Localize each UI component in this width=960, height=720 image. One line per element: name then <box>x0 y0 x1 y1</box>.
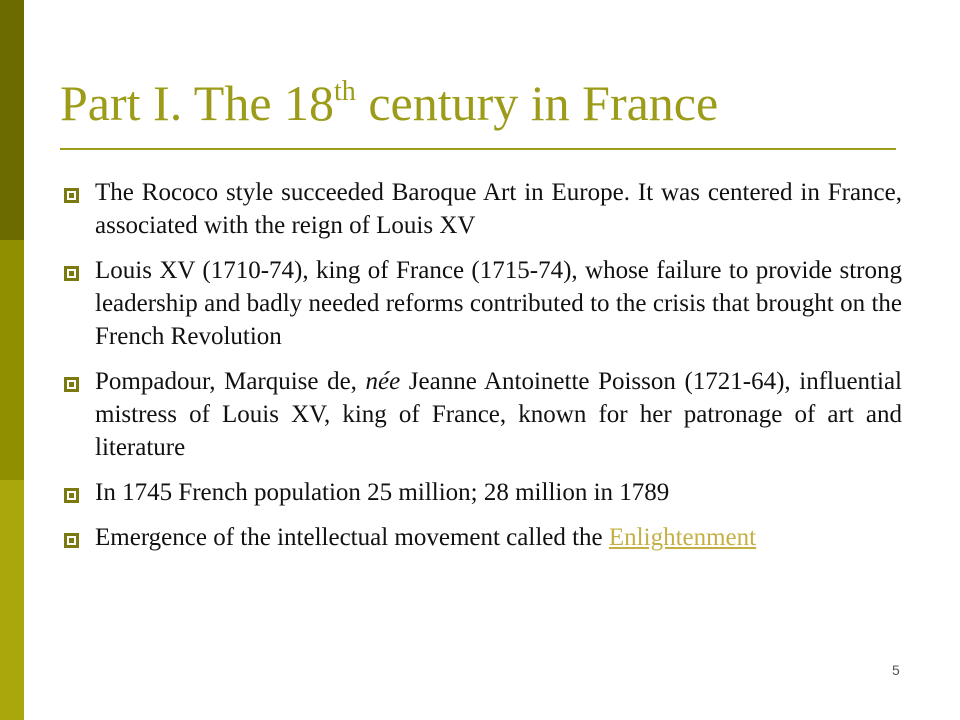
square-bullet-icon <box>64 266 79 281</box>
square-bullet-icon <box>64 377 79 392</box>
square-bullet-icon <box>64 188 79 203</box>
bullet-item <box>60 254 902 353</box>
title-divider <box>60 148 896 150</box>
sidebar-stripe-top <box>0 0 24 240</box>
sidebar-stripe-middle <box>0 240 24 480</box>
slide-number: 5 <box>892 662 900 678</box>
enlightenment-link[interactable]: Enlightenment <box>608 524 757 551</box>
bullet-item <box>60 365 902 464</box>
bullet-text: Louis XV (1710-74), king of France (1715-74), whose failure to provide strong leadership and badly needed reforms contributed to the crisis that brought on the French Revolution <box>95 257 902 350</box>
bullet-item <box>60 476 902 509</box>
bullet-item <box>60 176 902 242</box>
slide-title <box>60 75 719 131</box>
title-main: Part I. The 18 <box>60 75 335 131</box>
square-bullet-icon <box>64 488 79 503</box>
bullet-text: In 1745 French population 25 million; 28 million in 1789 <box>95 479 670 506</box>
bullet-text-start: Pompadour, Marquise de, <box>95 368 366 395</box>
title-superscript: th <box>334 76 356 107</box>
bullet-item <box>60 521 902 554</box>
square-bullet-icon <box>64 533 79 548</box>
title-rest: century in France <box>355 75 719 131</box>
bullet-text: The Rococo style succeeded Baroque Art in Europe. It was centered in France, associated with the reign of Louis XV <box>95 179 902 239</box>
sidebar-stripe-bottom <box>0 480 24 720</box>
bullet-text-end: Jeanne Antoinette Poisson (1721-64), influential mistress of Louis XV, king of France, known for her patronage of art and literature <box>95 368 902 461</box>
bullet-text: Emergence of the intellectual movement called the <box>95 524 609 551</box>
bullet-list <box>60 176 902 566</box>
bullet-emphasis: née <box>365 368 401 395</box>
